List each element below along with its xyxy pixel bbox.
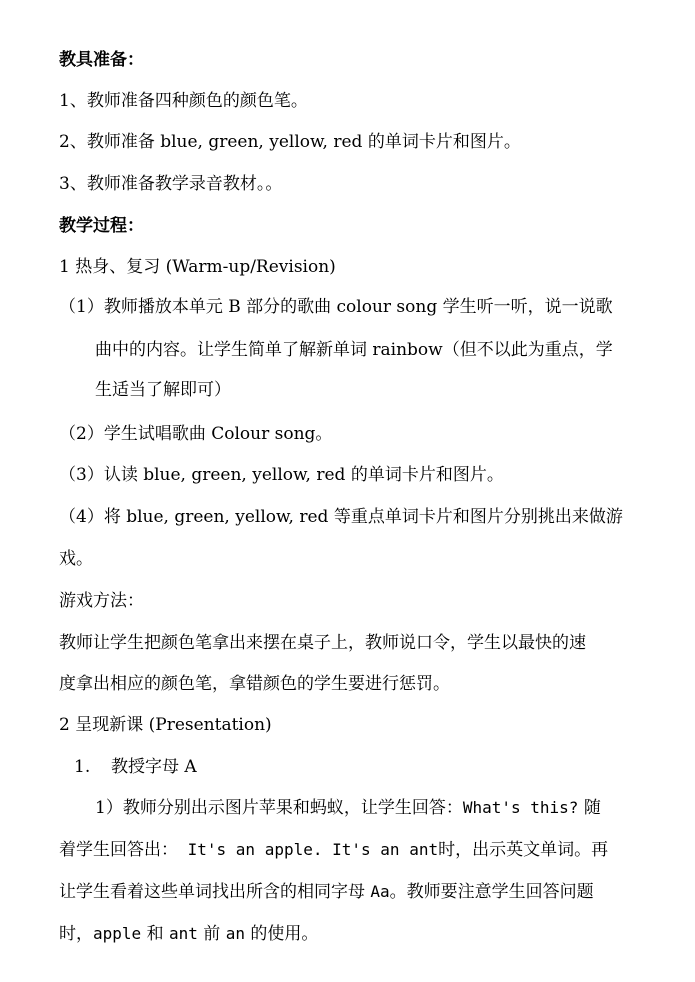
sub-1-line-3-end: 。教师要注意学生回答问题: [389, 882, 594, 902]
sub-1-line-1-text: 1）教师分别出示图片苹果和蚂蚁，让学生回答：: [95, 798, 463, 818]
warmup-title: 1 热身、复习 (Warm-up/Revision): [59, 257, 336, 277]
sub-1-line-2-text: 着学生回答出：: [59, 840, 178, 860]
sub-1-line-3: [59, 881, 594, 903]
sub-1-line-4-g: 的使用。: [244, 924, 319, 944]
sub-1-line-2: [59, 839, 608, 861]
step-4-line-2: 戏。: [59, 549, 93, 569]
step-2: （2）学生试唱歌曲 Colour song。: [59, 424, 333, 444]
sub-1-line-1: [95, 797, 601, 819]
letter-item-text: 教授字母 A: [111, 757, 197, 777]
sub-1-line-4-e: 前: [197, 924, 226, 944]
game-line-2: 度拿出相应的颜色笔，拿错颜色的学生要进行惩罚。: [59, 674, 450, 694]
game-heading: 游戏方法：: [59, 591, 144, 611]
sub-1-line-4-c: 和: [141, 924, 169, 944]
sub-1-line-4-a: 时，: [59, 924, 93, 944]
prep-heading: 教具准备：: [59, 50, 144, 70]
sub-1-line-3-letter: Aa: [370, 882, 390, 901]
prep-item-3: 3、教师准备教学录音教材。。: [59, 174, 283, 194]
sub-1-line-4-an: an: [225, 924, 245, 943]
step-4-line-1: （4）将 blue, green, yellow, red 等重点单词卡片和图片分别挑出来做游: [59, 507, 623, 527]
step-1-line-3: 生适当了解即可）: [95, 380, 231, 400]
step-1-line-2: 曲中的内容。让学生简单了解新单词 rainbow（但不以此为重点，学: [95, 340, 613, 360]
presentation-title: 2 呈现新课 (Presentation): [59, 715, 272, 735]
sub-1-line-4-apple: apple: [93, 924, 142, 943]
sub-1-line-1-end: 随: [578, 798, 601, 818]
process-heading: 教学过程：: [59, 216, 144, 236]
sub-1-line-4: [59, 923, 318, 945]
sub-1-line-4-ant: ant: [168, 924, 198, 943]
step-3: （3）认读 blue, green, yellow, red 的单词卡片和图片。: [59, 465, 504, 485]
prep-item-1: 1、教师准备四种颜色的颜色笔。: [59, 91, 308, 111]
letter-item-number: 1.: [74, 757, 91, 777]
sub-1-line-1-question: What's this?: [462, 798, 579, 817]
step-1-line-1: （1）教师播放本单元 B 部分的歌曲 colour song 学生听一听，说一说歌: [59, 297, 613, 317]
sub-1-line-3-text: 让学生看着这些单词找出所含的相同字母: [59, 882, 371, 902]
sub-1-line-2-end: 时，出示英文单词。再: [438, 840, 609, 860]
game-line-1: 教师让学生把颜色笔拿出来摆在桌子上，教师说口令，学生以最快的速: [59, 633, 586, 653]
prep-item-2: 2、教师准备 blue, green, yellow, red 的单词卡片和图片。: [59, 132, 521, 152]
sub-1-line-2-answer: It's an apple. It's an ant: [178, 840, 439, 859]
